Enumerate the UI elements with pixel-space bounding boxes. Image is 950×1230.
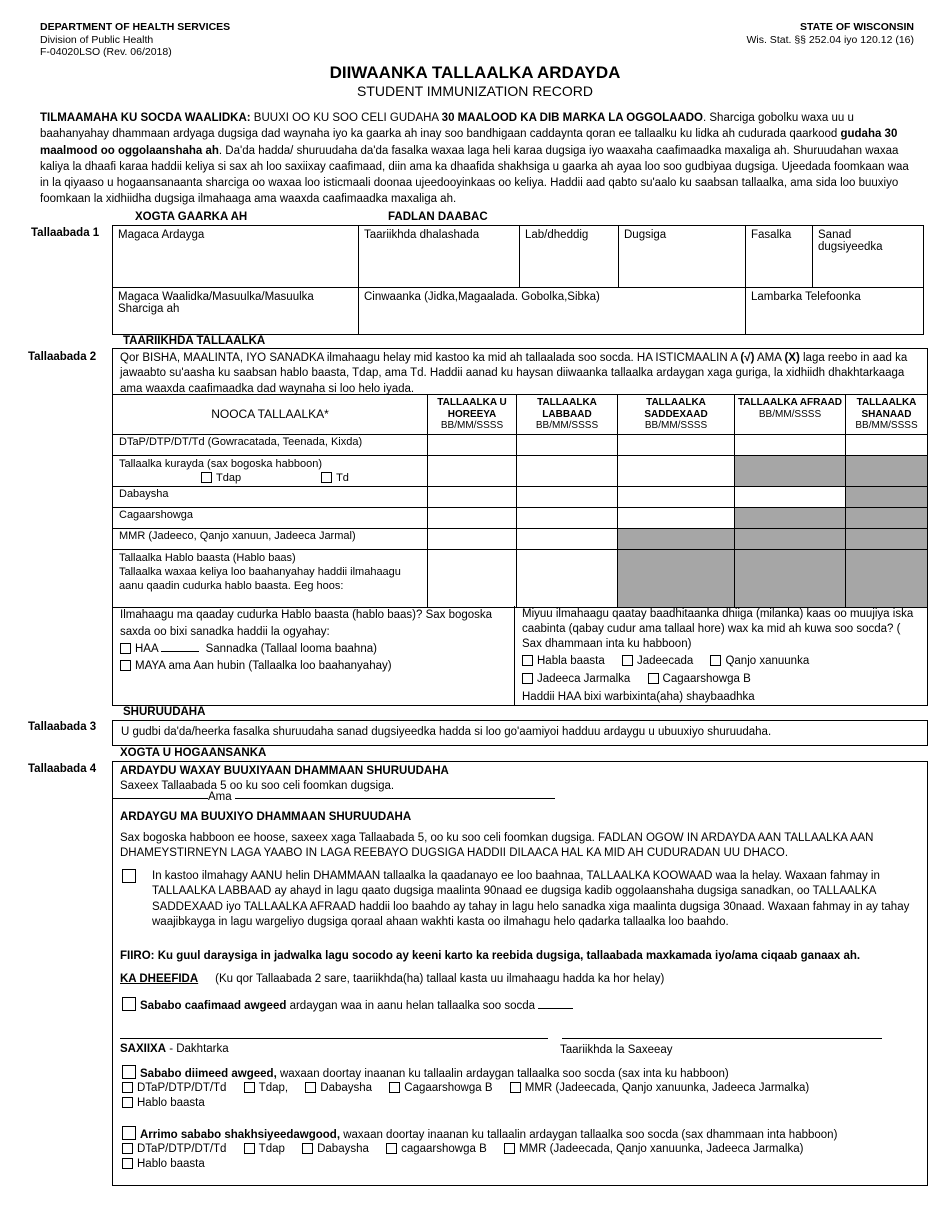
personal-varicella: [122, 1157, 205, 1172]
imm-mumps-checkbox[interactable]: [710, 655, 721, 666]
hepb-dose2[interactable]: [517, 507, 618, 528]
statute-ref: Wis. Stat. §§ 252.04 iyo 120.12 (16): [746, 33, 914, 46]
polio-dose3[interactable]: [618, 486, 735, 507]
dose1-format: BB/MM/SSSS: [440, 420, 504, 431]
td-checkbox[interactable]: [321, 472, 332, 483]
hepb-dose1[interactable]: [428, 507, 517, 528]
phone-label: Lambarka Telefoonka: [751, 291, 861, 303]
varicella-desc: Tallaalka waxaa keliya loo baahanyahay haddii ilmahaagu aanu qaadin cudurka hablo baasta. Eeg hoos:: [119, 565, 401, 592]
dose5-header: [846, 395, 928, 435]
dose5-title: TALLAALKA SHANAAD: [856, 397, 917, 420]
rel-dtap-label: DTaP/DTP/DT/Td: [137, 1082, 227, 1094]
rel-mmr-label: MMR (Jadeecada, Qanjo xanuunka, Jadeeca Jarmalka): [524, 1082, 810, 1094]
haa-label: HAA: [135, 643, 159, 655]
signature-line[interactable]: [120, 1038, 548, 1039]
signature-sub: - Dakhtarka: [166, 1043, 229, 1055]
booster-dose4-disabled: [735, 455, 846, 486]
instructions-period: gudaha 30 maalmood oo oggolaanshaha ah: [40, 128, 898, 157]
hepb-dose5-disabled: [846, 507, 928, 528]
immunity-question: Miyuu ilmahaagu qaatay baadhitaanka dhiiga (milanka) kaas oo muujiya iska caabinta (qabay cudur ama tallaal hore) wax ka mid ah kuwa soo socda? ( Sax dhammaan inta ku habboon): [522, 608, 914, 650]
page-title: DIIWAANKA TALLAALKA ARDAYDA: [329, 63, 621, 82]
rel-varicella-label: Hablo baasta: [137, 1097, 205, 1109]
religious-varicella: [122, 1096, 205, 1111]
booster-dose3[interactable]: [618, 455, 735, 486]
step4-label: Tallaabada 4: [28, 763, 97, 775]
address-label: Cinwaanka (Jidka,Magaalada. Gobolka,Sibka): [364, 291, 600, 303]
step1-label: Tallaabada 1: [31, 227, 100, 239]
per-hepb-checkbox[interactable]: [386, 1143, 397, 1154]
form-number: F-04020LSO (Rev. 06/2018): [40, 46, 172, 58]
mmr-dose4-disabled: [735, 528, 846, 549]
dose2-format: BB/MM/SSSS: [535, 420, 599, 431]
dtap-dose4[interactable]: [735, 434, 846, 455]
row-mmr-label: MMR (Jadeeco, Qanjo xanuun, Jadeeca Jarmal): [113, 528, 428, 549]
rel-tdap-label: Tdap,: [258, 1082, 289, 1094]
medical-label: Sababo caafimaad awgeed: [140, 1000, 287, 1012]
address-field[interactable]: [359, 288, 746, 335]
step3-label: Tallaabada 3: [28, 721, 97, 733]
per-tdap-label: Tdap: [258, 1143, 285, 1155]
year-label: Sannadka (Tallaal looma baahna): [205, 643, 377, 655]
per-varicella-checkbox[interactable]: [122, 1158, 133, 1169]
dtap-dose2[interactable]: [517, 434, 618, 455]
dob-label: Taariikhda dhalashada: [364, 229, 480, 241]
imm-measles-checkbox[interactable]: [622, 655, 633, 666]
mmr-dose1[interactable]: [428, 528, 517, 549]
divider-left: [113, 798, 208, 799]
sex-label: Lab/dheddig: [525, 229, 589, 241]
booster-dose1[interactable]: [428, 455, 517, 486]
instructions-lead: TILMAAMAHA KU SOCDA WAALIDKA:: [40, 112, 251, 124]
instr-text-c: laga reebo in aad ka jawaabto su'aasha ku saabsan hablo baasta, Tdap, ama Td. Haddii aanad ku haysan diiwaanka tallaalka ardaygan xaga guriga, la xidhiidh dhakhtarkaaga ama waaxda caafimaadka dad waynaha si loo helo iyada.: [120, 352, 908, 395]
mmr-dose2[interactable]: [517, 528, 618, 549]
imm-varicella-checkbox[interactable]: [522, 655, 533, 666]
section-compliance: XOGTA U HOGAANSANKA: [120, 747, 267, 759]
instr-text-a: Qor BISHA, MAALINTA, IYO SANADKA ilmahaagu helay mid kastoo ka mid ah tallaalada soo socda. HA ISTICMAALIN A: [120, 352, 741, 364]
imm-varicella-label: Habla baasta: [537, 655, 605, 667]
per-polio-checkbox[interactable]: [302, 1143, 313, 1154]
maya-label: MAYA ama Aan hubin (Tallaalka loo baahanyahay): [135, 660, 392, 672]
varicella-dose2[interactable]: [517, 549, 618, 607]
dtap-dose5[interactable]: [846, 434, 928, 455]
immunity-evidence: [522, 607, 920, 706]
grade-field[interactable]: [746, 226, 813, 288]
step2-label: Tallaabada 2: [28, 351, 97, 363]
dose1-title: TALLAALKA U HOREEYA: [437, 397, 507, 420]
dose2-title: TALLAALKA LABBAAD: [537, 397, 597, 420]
varicella-dose3-disabled: [618, 549, 735, 607]
state-name: STATE OF WISCONSIN: [800, 21, 914, 33]
imm-hepb-label: Cagaarshowga B: [662, 673, 751, 685]
row-hepb-label: Cagaarshowga: [113, 507, 428, 528]
dose4-title: TALLAALKA AFRAAD: [737, 397, 843, 408]
row-dtap-label: DTaP/DTP/DT/Td (Gowracatada, Teenada, Kixda): [113, 434, 428, 455]
tdap-checkbox[interactable]: [201, 472, 212, 483]
varicella-divider: [514, 606, 515, 706]
dose3-header: [618, 395, 735, 435]
mmr-dose5-disabled: [846, 528, 928, 549]
rel-dtap-checkbox[interactable]: [122, 1082, 133, 1093]
meets-requirements: [120, 764, 449, 794]
signature-title: SAXIIXA: [120, 1043, 167, 1055]
section-please-print: FADLAN DAABAC: [388, 211, 488, 223]
rel-tdap-checkbox[interactable]: [244, 1082, 255, 1093]
rel-polio-checkbox[interactable]: [305, 1082, 316, 1093]
personal-text: waxaan doortay inaanan ku tallaalin ardaygan tallaalka soo socda (sax dhammaan inta habboon): [340, 1129, 838, 1141]
student-name-field[interactable]: [113, 226, 359, 288]
varicella-dose4-disabled: [735, 549, 846, 607]
hepb-dose4-disabled: [735, 507, 846, 528]
dtap-dose3[interactable]: [618, 434, 735, 455]
guardian-field[interactable]: [113, 288, 359, 335]
per-dtap-label: DTaP/DTP/DT/Td: [137, 1143, 227, 1155]
booster-dose2[interactable]: [517, 455, 618, 486]
imm-measles-label: Jadeecada: [636, 655, 694, 667]
section-immunization-dates: TAARIIKHDA TALLAALKA: [123, 335, 266, 347]
dose3-format: BB/MM/SSSS: [644, 420, 708, 431]
personal-options: [122, 1142, 803, 1157]
dtap-dose1[interactable]: [428, 434, 517, 455]
dose4-header: [735, 395, 846, 435]
parent-instructions: [40, 110, 920, 208]
school-year-label: Sanad dugsiyeedka: [818, 229, 883, 253]
per-mmr-label: MMR (Jadeecada, Qanjo xanuunka, Jadeeca Jarmalka): [518, 1143, 804, 1155]
immunization-section: [112, 348, 928, 706]
varicella-dose5-disabled: [846, 549, 928, 607]
divider-right: [235, 798, 555, 799]
in-progress-checkbox[interactable]: [122, 869, 136, 883]
section-personal-info: XOGTA GAARKA AH: [135, 211, 248, 223]
or-label: Ama: [208, 791, 232, 803]
hepb-dose3[interactable]: [618, 507, 735, 528]
tdap-label: Tdap: [216, 471, 242, 484]
instr-check-symbol: (√): [740, 352, 755, 364]
medical-text: ardaygan waa in aanu helan tallaalka soo socda: [286, 1000, 536, 1012]
row-booster-label: [113, 455, 428, 486]
rel-hepb-label: Cagaarshowga B: [404, 1082, 493, 1094]
year-input[interactable]: [161, 641, 199, 652]
rel-hepb-checkbox[interactable]: [389, 1082, 400, 1093]
section-requirements: SHURUUDAHA: [123, 706, 206, 718]
varicella-dose1[interactable]: [428, 549, 517, 607]
polio-dose2[interactable]: [517, 486, 618, 507]
imm-mumps-label: Qanjo xanuunka: [725, 655, 810, 667]
row-polio-label: Dabaysha: [113, 486, 428, 507]
dob-field[interactable]: [359, 226, 520, 288]
not-meets-title: ARDAYGU MA BUUXIYO DHAMMAAN SHURUUDAHA: [120, 811, 412, 823]
personal-label: Arrimo sababo shakhsiyeedawgood,: [140, 1129, 341, 1141]
immunization-instructions: [120, 351, 915, 397]
medical-vaccine-input[interactable]: [538, 998, 573, 1009]
haa-checkbox[interactable]: [120, 643, 131, 654]
dose2-header: [517, 395, 618, 435]
per-polio-label: Dabaysha: [317, 1143, 369, 1155]
personal-info-table: [112, 225, 924, 335]
per-tdap-checkbox[interactable]: [244, 1143, 255, 1154]
school-year-field[interactable]: [813, 226, 924, 288]
religious-checkbox[interactable]: [122, 1065, 136, 1079]
dose4-format: BB/MM/SSSS: [758, 408, 822, 420]
rel-varicella-checkbox[interactable]: [122, 1097, 133, 1108]
imm-rubella-checkbox[interactable]: [522, 673, 533, 684]
medical-checkbox[interactable]: [122, 997, 136, 1011]
vaccine-dates-table: [112, 394, 928, 608]
instr-text-b: AMA: [754, 352, 785, 364]
per-dtap-checkbox[interactable]: [122, 1143, 133, 1154]
dose3-title: TALLAALKA SADDEXAAD: [644, 397, 708, 420]
varicella-question: Ilmahaagu ma qaaday cudurka Hablo baasta (hablo baas)? Sax bogoska saxda oo bixi sanadka haddii la ogyahay:: [120, 609, 493, 638]
phone-field[interactable]: [746, 288, 924, 335]
signature-label: [120, 1042, 229, 1057]
page-subtitle: STUDENT IMMUNIZATION RECORD: [357, 83, 593, 99]
instructions-deadline: 30 MAALOOD KA DIB MARKA LA OGGOLAADO: [441, 112, 703, 124]
religious-options: [122, 1081, 809, 1096]
guardian-label: Magaca Waalidka/Masuulka/Masuulka Sharciga ah: [118, 291, 314, 315]
dose5-format: BB/MM/SSSS: [855, 420, 918, 431]
polio-dose4[interactable]: [735, 486, 846, 507]
dose1-header: [428, 395, 517, 435]
student-name-label: Magaca Ardayga: [118, 229, 205, 241]
requirements-box: U gudbi da'da/heerka fasalka shuruudaha sanad dugsiyeedka hadda si loo go'aamiyoi hadduu ardaygu u ubuuxiyo shuruudaha.: [112, 720, 928, 746]
school-label: Dugsiga: [624, 229, 667, 241]
imm-rubella-label: Jadeeca Jarmalka: [537, 673, 631, 685]
rel-mmr-checkbox[interactable]: [510, 1082, 521, 1093]
booster-text: Tallaalka kurayda (sax bogoska habboon): [119, 457, 323, 470]
varicella-history: [120, 607, 505, 675]
religious-waiver: [122, 1065, 729, 1082]
waiver-row: [120, 972, 664, 987]
header-left: [40, 21, 230, 59]
varicella-title: Tallaalka Hablo baasta (Hablo baas): [119, 551, 296, 564]
waiver-title: KA DHEEFIDA: [120, 973, 199, 985]
signature-date-label: Taariikhda la Saxeeay: [560, 1044, 673, 1056]
header-right: [746, 21, 914, 46]
waiver-text: (Ku qor Tallaabada 2 sare, taariikhda(ha) tallaal kasta uu ilmahaagu hadda ka hor helay): [215, 973, 665, 985]
imm-hepb-checkbox[interactable]: [648, 673, 659, 684]
medical-waiver: [122, 997, 573, 1014]
per-mmr-checkbox[interactable]: [504, 1143, 515, 1154]
per-varicella-label: Hablo baasta: [137, 1158, 205, 1170]
sex-field[interactable]: [520, 226, 619, 288]
vaccine-type-header: NOOCA TALLAALKA*: [113, 395, 428, 435]
instructions-text-2: . Sharciga gobolku waxa uu u baahanyahay dhammaan ardyaga dugsiga dad waynaha iyo ka gaarka ah inay soo bandhigaan caddaynta qoran ee tallaalku ku lidka ah cudurada qaarkood: [40, 112, 854, 141]
instructions-text-1: BUUXI OO KU SOO CELI GUDAHA: [250, 112, 442, 124]
personal-waiver: [122, 1126, 837, 1143]
meets-title: ARDAYDU WAXAY BUUXIYAAN DHAMMAAN SHURUUDAHA: [120, 765, 449, 777]
compliance-section: [112, 761, 928, 1186]
religious-label: Sababo diimeed awgeed,: [140, 1068, 277, 1080]
department-name: DEPARTMENT OF HEALTH SERVICES: [40, 21, 231, 33]
division-name: Division of Public Health: [40, 33, 154, 46]
instructions-text-3: . Da'da hadda/ shuruudaha da'da fasalka waxaa laga heli karaa dugsiga iyo waaxaha caafimaadka maxaliga ah. Shuruudahan waxaa kaliya la dhaafi karaa haddii keliya si sax ah loo saxiixay caafimaad, diin ama ka dhaafida shakhsiga u gaarka ah ayaa loo soo gudbiyaa dugsiga. Ujeedada foomkaan waa in la qiyaaso u hogaansanaanta sharciga oo waxaa loo isticmaali doonaa ujeedooyinkaas oo keliya. Haddii aad qabto su'aalo ku saabsan tallaalka, ama sida loo buuxiyo foomkaan la xidhiidha dugsiga ilmahaaga ama waaxda caafimaadka maxaliga ah.: [40, 144, 909, 206]
mmr-dose3-disabled: [618, 528, 735, 549]
booster-dose5-disabled: [846, 455, 928, 486]
instr-x-symbol: (X): [784, 352, 800, 364]
signature-date-line[interactable]: [562, 1038, 882, 1039]
note-text: FIIRO: Ku guul daraysiga in jadwalka lagu socodo ay keeni karto ka reebida dugsiga, tallaabada maxkamada iyo/ama ciqaab ganaax ah.: [120, 950, 861, 962]
not-meets-text: Sax bogoska habboon ee hoose, saxeex xaga Tallaabada 5, oo ku soo celi foomkan dugsiga. FADLAN OGOW IN ARDAYDA AAN TALLAALKA AAN DHAMEYSTIRNEYN LAGA YAABO IN LAGA REEBAYO DUGSIGA HADDII DILAACA HAL KA MID AH CUDURADAN UU DHACO.: [120, 832, 874, 859]
td-label: Td: [336, 471, 349, 484]
religious-text: waxaan doortay inaanan ku tallaalin ardaygan tallaalka soo socda (sax inta ku habboon): [276, 1068, 729, 1080]
in-progress-text: In kastoo ilmahagy AANU helin DHAMMAAN tallaalka la qaadanayo ee loo baahnaa, TALLAALKA KOOWAAD waa la helay. Waxaan fahmay in TALLAALKA LABBAAD ay ahayd in lagu qaato dugsiga maalinta 90naad ee dugsiga kadib oggolaanshaha dugsiga sanadkan, oo TALLAALKA SADDEXAAD iyo TALLAALKA AFRAAD haddii loo baahdo ay tahay in lagu helo sanadka xiga maalinta dugsiga 30naad. Waxaan fahmay in ay tahay waajibkayga in lagu wargeliyo dugsiga qoraal ahaan wakhti kasta oo ilmahagu helo qadarka tallaalka loo baahdo.: [152, 870, 910, 928]
polio-dose5-disabled: [846, 486, 928, 507]
grade-label: Fasalka: [751, 229, 792, 241]
personal-checkbox[interactable]: [122, 1126, 136, 1140]
polio-dose1[interactable]: [428, 486, 517, 507]
maya-checkbox[interactable]: [120, 660, 131, 671]
imm-note: Haddii HAA bixi warbixinta(aha) shaybaadhka: [522, 691, 755, 703]
meets-text: Saxeex Tallaabada 5 oo ku soo celi foomkan dugsiga.: [120, 780, 395, 792]
rel-polio-label: Dabaysha: [320, 1082, 373, 1094]
row-varicella-label: [113, 549, 428, 607]
per-hepb-label: cagaarshowga B: [401, 1143, 487, 1155]
school-field[interactable]: [619, 226, 746, 288]
